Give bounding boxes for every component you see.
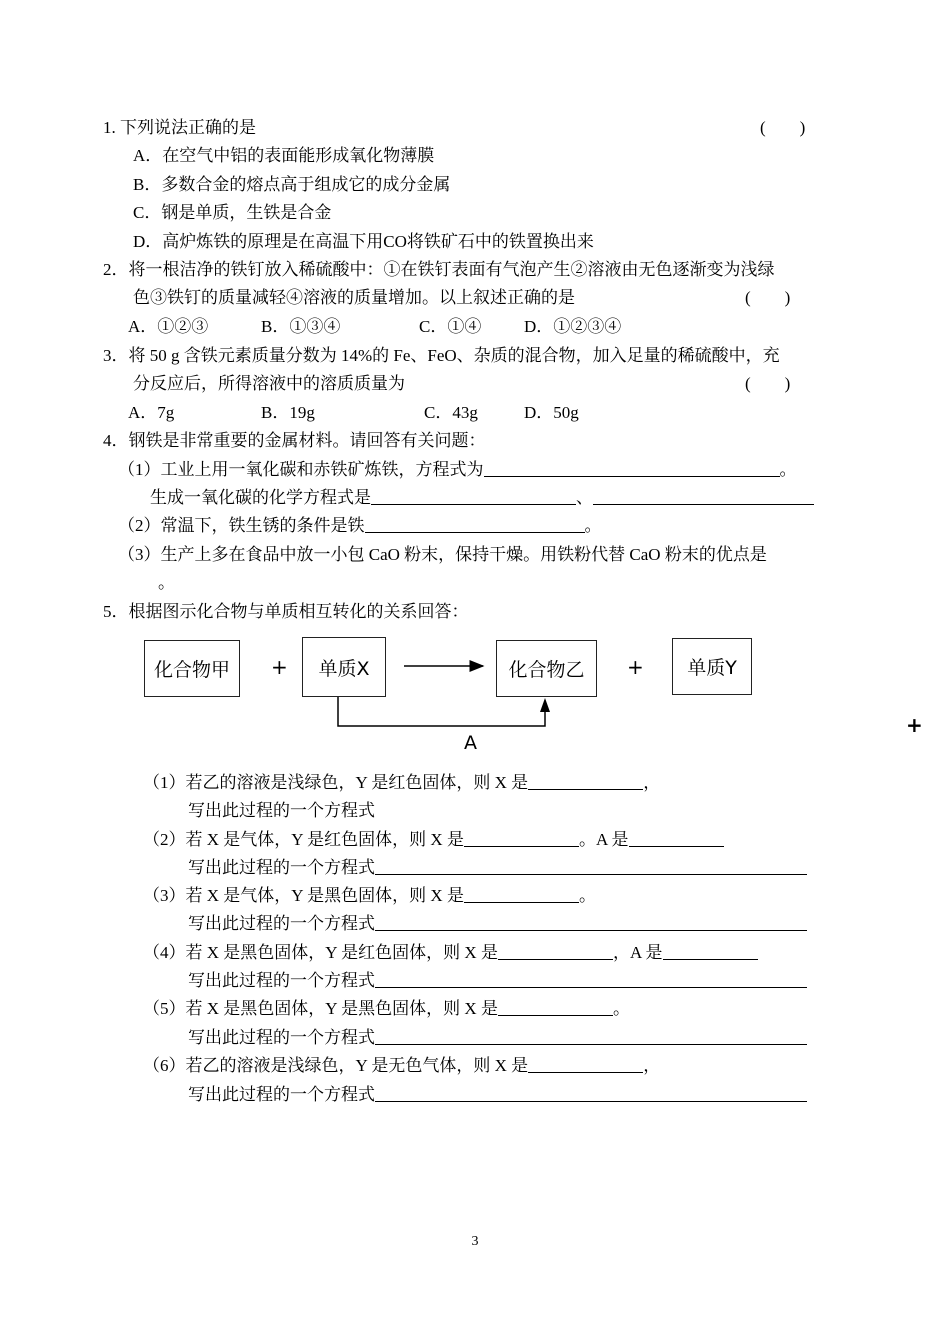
q5-sub5-end: 。 bbox=[612, 999, 630, 1018]
q1-option-b: B．多数合金的熔点高于组成它的成分金属 bbox=[133, 175, 451, 194]
q5-sub6-equation bbox=[188, 1085, 807, 1105]
diagram-label-a: A bbox=[464, 732, 477, 754]
q5-sub1-x-blank[interactable] bbox=[528, 773, 643, 790]
q4-part3-period: 。 bbox=[158, 573, 175, 592]
q5-sub4-equation-prompt: 写出此过程的一个方程式 bbox=[188, 971, 375, 990]
q3-stem-line2: 分反应后，所得溶液中的溶质质量为 bbox=[133, 374, 405, 393]
q4-part1-period: 。 bbox=[779, 460, 797, 479]
q4-part2-text: （2）常温下，铁生锈的条件是铁 bbox=[118, 516, 365, 535]
q2-stem-line2: 色③铁钉的质量减轻④溶液的质量增加。以上叙述正确的是 bbox=[133, 288, 575, 307]
q3-answer-paren: ( ) bbox=[745, 374, 791, 393]
q5-sub6-text: （6）若乙的溶液是浅绿色，Y 是无色气体，则 X 是 bbox=[143, 1056, 529, 1075]
q4-part3: （3）生产上多在食品中放一小包 CaO 粉末，保持干燥。用铁粉代替 CaO 粉末的优点是 bbox=[118, 545, 767, 564]
q5-sub5 bbox=[143, 999, 630, 1019]
q5-sub6-equation-prompt: 写出此过程的一个方程式 bbox=[188, 1085, 375, 1104]
q5-sub3 bbox=[143, 886, 596, 906]
q3-stem-line1: 3．将 50 g 含铁元素质量分数为 14%的 Fe、FeO、杂质的混合物，加入足量的稀硫酸中，充 bbox=[103, 346, 780, 365]
q5-sub2-equation bbox=[188, 858, 807, 878]
compound-jia-box: 化合物甲 bbox=[144, 640, 240, 697]
q5-sub3-equation-prompt: 写出此过程的一个方程式 bbox=[188, 914, 375, 933]
element-x-box: 单质X bbox=[302, 637, 386, 697]
q1-answer-paren: ( ) bbox=[760, 118, 806, 137]
q1-stem: 1. 下列说法正确的是 bbox=[103, 118, 256, 137]
q4-part1b-separator: 、 bbox=[576, 488, 593, 507]
q5-sub4-mid: ，A 是 bbox=[612, 943, 663, 962]
q5-sub3-equation bbox=[188, 914, 807, 934]
q5-sub2 bbox=[143, 830, 724, 850]
q5-sub1-end: ， bbox=[643, 773, 661, 792]
q5-sub5-equation bbox=[188, 1028, 807, 1048]
q5-sub4-a-blank[interactable] bbox=[663, 943, 758, 960]
q5-sub6-equation-blank[interactable] bbox=[375, 1085, 807, 1102]
q4-stem: 4．钢铁是非常重要的金属材料。请回答有关问题： bbox=[103, 431, 486, 450]
q2-option-d: D．①②③④ bbox=[524, 317, 622, 336]
q2-option-b: B．①③④ bbox=[261, 317, 341, 336]
q5-sub5-x-blank[interactable] bbox=[498, 999, 613, 1016]
plus-sign-right: + bbox=[627, 655, 644, 679]
feedback-connector bbox=[338, 697, 545, 726]
q5-sub5-text: （5）若 X 是黑色固体，Y 是黑色固体，则 X 是 bbox=[143, 999, 498, 1018]
stray-plus-mark: + bbox=[906, 713, 923, 737]
q3-option-a: A．7g bbox=[128, 403, 175, 422]
feedback-arrowhead bbox=[540, 698, 550, 712]
q3-option-b: B．19g bbox=[261, 403, 315, 422]
q5-sub1-equation-prompt: 写出此过程的一个方程式 bbox=[188, 801, 375, 820]
page-number: 3 bbox=[471, 1234, 479, 1249]
q5-sub4-x-blank[interactable] bbox=[498, 943, 613, 960]
q2-answer-paren: ( ) bbox=[745, 288, 791, 307]
q3-option-c: C．43g bbox=[424, 403, 478, 422]
q5-sub4-equation bbox=[188, 971, 807, 991]
q5-sub2-mid: 。A 是 bbox=[578, 830, 629, 849]
q5-sub5-equation-prompt: 写出此过程的一个方程式 bbox=[188, 1028, 375, 1047]
plus-sign-left: + bbox=[271, 655, 288, 679]
q5-sub4 bbox=[143, 943, 758, 963]
q2-option-a: A．①②③ bbox=[128, 317, 209, 336]
q5-sub3-text: （3）若 X 是气体，Y 是黑色固体，则 X 是 bbox=[143, 886, 464, 905]
q5-sub4-text: （4）若 X 是黑色固体，Y 是红色固体，则 X 是 bbox=[143, 943, 498, 962]
q5-sub1 bbox=[143, 773, 660, 793]
q5-sub2-equation-blank[interactable] bbox=[375, 858, 807, 875]
q4-part1b-text: 生成一氧化碳的化学方程式是 bbox=[150, 488, 371, 507]
q5-sub6-end: ， bbox=[643, 1056, 661, 1075]
q2-option-c: C．①④ bbox=[419, 317, 482, 336]
q5-sub3-equation-blank[interactable] bbox=[375, 914, 807, 931]
q1-option-d: D．高炉炼铁的原理是在高温下用CO将铁矿石中的铁置换出来 bbox=[133, 232, 594, 251]
q5-sub3-end: 。 bbox=[578, 886, 596, 905]
q5-sub4-equation-blank[interactable] bbox=[375, 971, 807, 988]
q5-stem: 5．根据图示化合物与单质相互转化的关系回答： bbox=[103, 602, 469, 621]
q2-stem-line1: 2．将一根洁净的铁钉放入稀硫酸中：①在铁钉表面有气泡产生②溶液由无色逐渐变为浅绿 bbox=[103, 260, 775, 279]
q5-sub5-equation-blank[interactable] bbox=[375, 1028, 807, 1045]
q5-sub2-x-blank[interactable] bbox=[464, 830, 579, 847]
q4-part2-period: 。 bbox=[584, 516, 602, 535]
q4-part1-text: （1）工业上用一氧化碳和赤铁矿炼铁，方程式为 bbox=[118, 460, 484, 479]
element-y-box: 单质Y bbox=[672, 638, 752, 695]
q1-option-a: A．在空气中铝的表面能形成氧化物薄膜 bbox=[133, 146, 435, 165]
q5-sub2-equation-prompt: 写出此过程的一个方程式 bbox=[188, 858, 375, 877]
q5-sub2-a-blank[interactable] bbox=[629, 830, 724, 847]
q3-option-d: D．50g bbox=[524, 403, 579, 422]
q5-sub3-x-blank[interactable] bbox=[464, 886, 579, 903]
q5-sub1-text: （1）若乙的溶液是浅绿色，Y 是红色固体，则 X 是 bbox=[143, 773, 529, 792]
q5-sub2-text: （2）若 X 是气体，Y 是红色固体，则 X 是 bbox=[143, 830, 464, 849]
q5-sub6 bbox=[143, 1056, 660, 1076]
q5-sub6-x-blank[interactable] bbox=[528, 1056, 643, 1073]
q1-option-c: C．钢是单质，生铁是合金 bbox=[133, 203, 332, 222]
compound-yi-box: 化合物乙 bbox=[496, 640, 597, 697]
